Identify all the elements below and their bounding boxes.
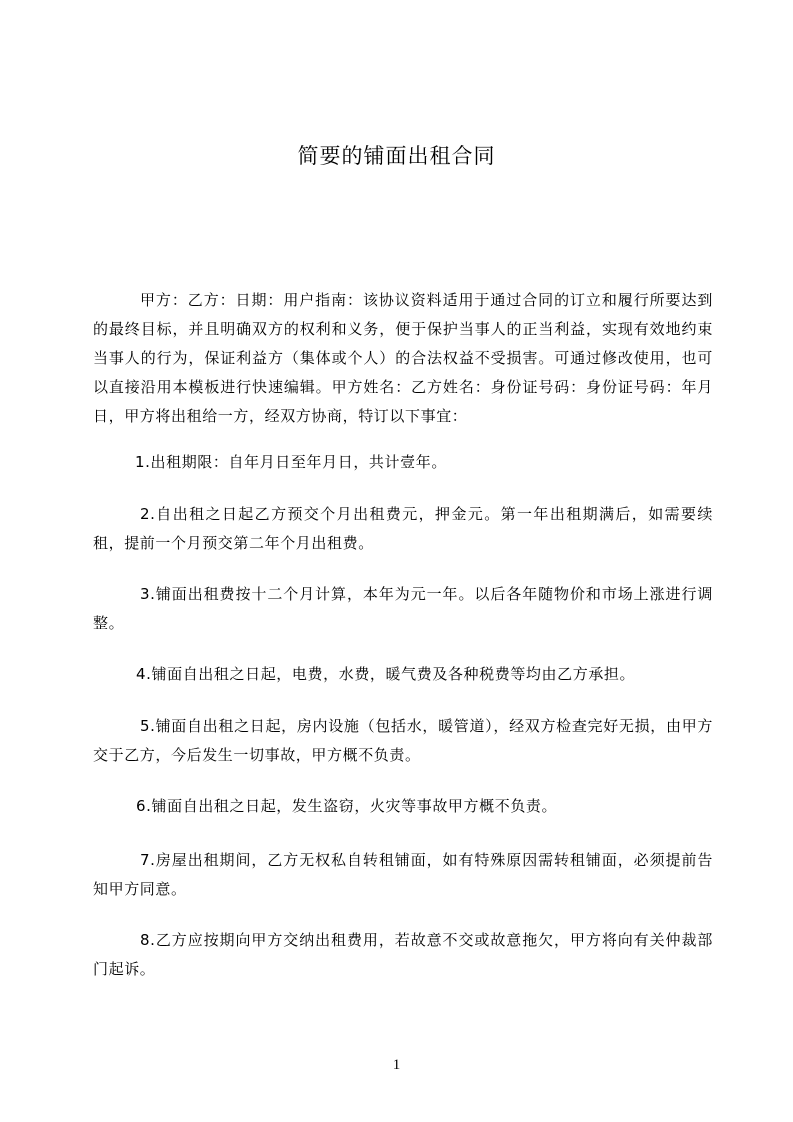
clause-3: 3.铺面出租费按十二个月计算，本年为元一年。以后各年随物价和市场上涨进行调整。 bbox=[93, 585, 713, 632]
clause-4: 4.铺面自出租之日起，电费，水费，暖气费及各种税费等均由乙方承担。 bbox=[136, 665, 636, 683]
intro-paragraph: 甲方：乙方：日期：用户指南：该协议资料适用于通过合同的订立和履行所要达到的最终目标，并且明确双方的权利和义务，便于保护当事人的正当利益，实现有效地约束当事人的行为，保证利益方（集体或个人）的合法权益不受损害。可通过修改使用，也可以直接沿用本模板进行快速编辑。甲方姓名：乙方姓名：身份证号码：身份证号码：年月日，甲方将出租给一方，经双方协商，特订以下事宜： bbox=[93, 291, 713, 425]
clause-6: 6.铺面自出租之日起，发生盗窃，火灾等事故甲方概不负责。 bbox=[136, 797, 558, 815]
document-title: 简要的铺面出租合同 bbox=[297, 144, 496, 168]
page-number: 1 bbox=[392, 1057, 401, 1073]
clause-8: 8.乙方应按期向甲方交纳出租费用，若故意不交或故意拖欠，甲方将向有关仲裁部门起诉。 bbox=[93, 931, 713, 978]
clause-1: 1.出租期限：自年月日至年月日，共计壹年。 bbox=[135, 453, 447, 471]
clause-5: 5.铺面自出租之日起，房内设施（包括水，暖管道），经双方检查完好无损，由甲方交于乙方，今后发生一切事故，甲方概不负责。 bbox=[93, 717, 713, 764]
clause-2: 2.自出租之日起乙方预交个月出租费元，押金元。第一年出租期满后，如需要续租，提前一个月预交第二年个月出租费。 bbox=[93, 505, 713, 552]
clause-7: 7.房屋出租期间，乙方无权私自转租铺面，如有特殊原因需转租铺面，必须提前告知甲方同意。 bbox=[93, 851, 713, 898]
